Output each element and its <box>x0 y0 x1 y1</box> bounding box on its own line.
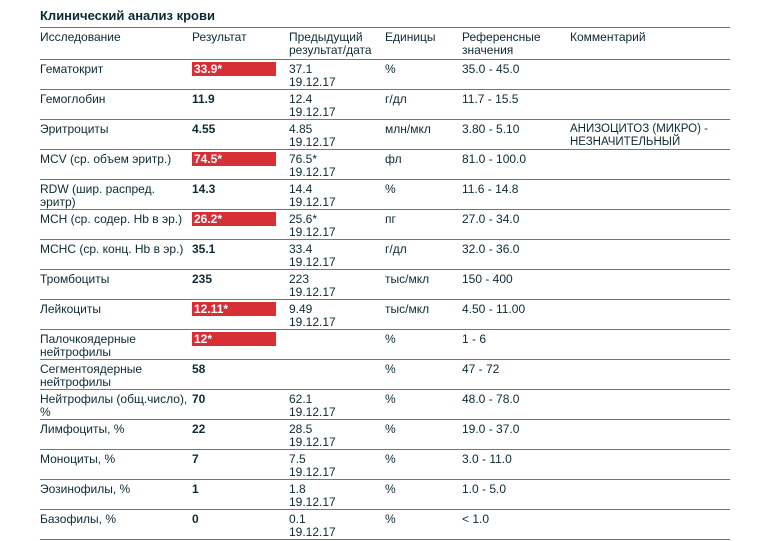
previous-value: 1.8 <box>289 482 306 496</box>
previous-date: 19.12.17 <box>289 315 336 329</box>
table-row <box>40 420 730 450</box>
previous-result-cell <box>289 300 385 330</box>
table-row <box>40 240 730 270</box>
previous-result-cell <box>289 120 385 150</box>
comment-cell <box>570 60 730 90</box>
test-name-cell: RDW (шир. распред. эритр) <box>40 180 192 210</box>
result-cell <box>192 60 289 90</box>
test-name-cell: Гемоглобин <box>40 90 192 120</box>
reference-cell: 32.0 - 36.0 <box>462 240 570 270</box>
units-cell: % <box>385 390 462 420</box>
result-cell: 1 <box>192 480 289 510</box>
units-cell: % <box>385 330 462 360</box>
result-cell <box>192 210 289 240</box>
units-cell: млн/мкл <box>385 120 462 150</box>
previous-result-cell <box>289 360 385 390</box>
previous-date: 19.12.17 <box>289 525 336 539</box>
units-cell: тыс/мкл <box>385 300 462 330</box>
comment-cell <box>570 480 730 510</box>
units-cell: % <box>385 60 462 90</box>
previous-date: 19.12.17 <box>289 195 336 209</box>
abnormal-result-flag: 12.11* <box>192 302 276 316</box>
previous-value: 9.49 <box>289 302 313 316</box>
units-cell: тыс/мкл <box>385 270 462 300</box>
previous-result-cell <box>289 180 385 210</box>
previous-value: 62.1 <box>289 392 313 406</box>
comment-cell: АНИЗОЦИТОЗ (МИКРО) - НЕЗНАЧИТЕЛЬНЫЙ <box>570 120 730 150</box>
reference-cell: 11.7 - 15.5 <box>462 90 570 120</box>
comment-cell <box>570 390 730 420</box>
comment-cell <box>570 330 730 360</box>
previous-result-cell <box>289 480 385 510</box>
result-cell: 58 <box>192 360 289 390</box>
reference-cell: 81.0 - 100.0 <box>462 150 570 180</box>
comment-cell <box>570 90 730 120</box>
comment-cell <box>570 300 730 330</box>
comment-cell <box>570 270 730 300</box>
reference-cell: < 1.0 <box>462 510 570 540</box>
test-name-cell: Моноциты, % <box>40 450 192 480</box>
table-row <box>40 120 730 150</box>
units-cell: пг <box>385 210 462 240</box>
test-name-cell: Эритроциты <box>40 120 192 150</box>
previous-date: 19.12.17 <box>289 165 336 179</box>
table-header-row <box>40 28 730 60</box>
table-row <box>40 150 730 180</box>
previous-result-cell <box>289 420 385 450</box>
units-cell: % <box>385 480 462 510</box>
previous-value: 28.5 <box>289 422 313 436</box>
previous-date: 19.12.17 <box>289 105 336 119</box>
result-cell: 22 <box>192 420 289 450</box>
reference-cell: 1 - 6 <box>462 330 570 360</box>
previous-value: 37.1 <box>289 62 313 76</box>
table-row <box>40 510 730 540</box>
previous-date: 19.12.17 <box>289 495 336 509</box>
previous-value: 12.4 <box>289 92 313 106</box>
table-row <box>40 180 730 210</box>
previous-result-cell <box>289 210 385 240</box>
table-row <box>40 210 730 240</box>
previous-date: 19.12.17 <box>289 465 336 479</box>
abnormal-result-flag: 26.2* <box>192 212 276 226</box>
comment-cell <box>570 450 730 480</box>
previous-date: 19.12.17 <box>289 75 336 89</box>
abnormal-result-flag: 33.9* <box>192 62 276 76</box>
units-cell: % <box>385 180 462 210</box>
previous-value: 14.4 <box>289 182 313 196</box>
header-comment: Комментарий <box>570 28 730 60</box>
comment-cell <box>570 180 730 210</box>
previous-result-cell <box>289 390 385 420</box>
units-cell: г/дл <box>385 240 462 270</box>
result-cell: 11.9 <box>192 90 289 120</box>
previous-result-cell <box>289 330 385 360</box>
previous-value: 76.5* <box>289 152 318 166</box>
header-previous: Предыдущий результат/дата <box>289 28 385 60</box>
comment-cell <box>570 210 730 240</box>
table-row <box>40 300 730 330</box>
table-row <box>40 360 730 390</box>
previous-value: 7.5 <box>289 452 306 466</box>
previous-date: 19.12.17 <box>289 225 336 239</box>
report-title: Клинический анализ крови <box>40 8 215 23</box>
test-name-cell: Сегментоядерные нейтрофилы <box>40 360 192 390</box>
units-cell: % <box>385 510 462 540</box>
result-cell <box>192 330 289 360</box>
header-test: Исследование <box>40 28 192 60</box>
reference-cell: 3.80 - 5.10 <box>462 120 570 150</box>
table-row <box>40 480 730 510</box>
table-row <box>40 390 730 420</box>
comment-cell <box>570 150 730 180</box>
test-name-cell: MCH (ср. содер. Hb в эр.) <box>40 210 192 240</box>
table-row <box>40 450 730 480</box>
reference-cell: 3.0 - 11.0 <box>462 450 570 480</box>
comment-cell <box>570 420 730 450</box>
units-cell: % <box>385 360 462 390</box>
reference-cell: 48.0 - 78.0 <box>462 390 570 420</box>
result-cell: 7 <box>192 450 289 480</box>
result-cell: 4.55 <box>192 120 289 150</box>
previous-result-cell <box>289 510 385 540</box>
test-name-cell: Тромбоциты <box>40 270 192 300</box>
reference-cell: 1.0 - 5.0 <box>462 480 570 510</box>
units-cell: % <box>385 420 462 450</box>
result-cell: 14.3 <box>192 180 289 210</box>
result-cell <box>192 300 289 330</box>
result-cell: 0 <box>192 510 289 540</box>
previous-result-cell <box>289 240 385 270</box>
abnormal-result-flag: 12* <box>192 332 276 346</box>
units-cell: фл <box>385 150 462 180</box>
test-name-cell: MCV (ср. объем эритр.) <box>40 150 192 180</box>
test-name-cell: Гематокрит <box>40 60 192 90</box>
table-row <box>40 90 730 120</box>
previous-result-cell <box>289 270 385 300</box>
previous-value: 33.4 <box>289 242 313 256</box>
reference-cell: 27.0 - 34.0 <box>462 210 570 240</box>
header-result: Результат <box>192 28 289 60</box>
result-cell: 35.1 <box>192 240 289 270</box>
previous-value: 223 <box>289 272 310 286</box>
previous-result-cell <box>289 150 385 180</box>
previous-value: 0.1 <box>289 512 306 526</box>
comment-cell <box>570 360 730 390</box>
previous-result-cell <box>289 450 385 480</box>
test-name-cell: Нейтрофилы (общ.число), % <box>40 390 192 420</box>
abnormal-result-flag: 74.5* <box>192 152 276 166</box>
result-cell <box>192 150 289 180</box>
test-name-cell: Эозинофилы, % <box>40 480 192 510</box>
reference-cell: 35.0 - 45.0 <box>462 60 570 90</box>
units-cell: % <box>385 450 462 480</box>
table-row <box>40 60 730 90</box>
reference-cell: 150 - 400 <box>462 270 570 300</box>
reference-cell: 19.0 - 37.0 <box>462 420 570 450</box>
units-cell: г/дл <box>385 90 462 120</box>
table-row <box>40 270 730 300</box>
test-name-cell: Лимфоциты, % <box>40 420 192 450</box>
reference-cell: 4.50 - 11.00 <box>462 300 570 330</box>
previous-date: 19.12.17 <box>289 435 336 449</box>
previous-date: 19.12.17 <box>289 405 336 419</box>
previous-result-cell <box>289 90 385 120</box>
test-name-cell: Палочкоядерные нейтрофилы <box>40 330 192 360</box>
table-row <box>40 330 730 360</box>
header-units: Единицы <box>385 28 462 60</box>
reference-cell: 11.6 - 14.8 <box>462 180 570 210</box>
previous-date: 19.12.17 <box>289 285 336 299</box>
reference-cell: 47 - 72 <box>462 360 570 390</box>
result-cell: 235 <box>192 270 289 300</box>
comment-cell <box>570 240 730 270</box>
test-name-cell: MCHC (ср. конц. Hb в эр.) <box>40 240 192 270</box>
result-cell: 70 <box>192 390 289 420</box>
comment-cell <box>570 510 730 540</box>
previous-value: 4.85 <box>289 122 313 136</box>
blood-test-table <box>40 28 730 540</box>
previous-result-cell <box>289 60 385 90</box>
previous-date: 19.12.17 <box>289 135 336 149</box>
test-name-cell: Лейкоциты <box>40 300 192 330</box>
previous-value: 25.6* <box>289 212 318 226</box>
header-reference: Референсные значения <box>462 28 570 60</box>
test-name-cell: Базофилы, % <box>40 510 192 540</box>
previous-date: 19.12.17 <box>289 255 336 269</box>
